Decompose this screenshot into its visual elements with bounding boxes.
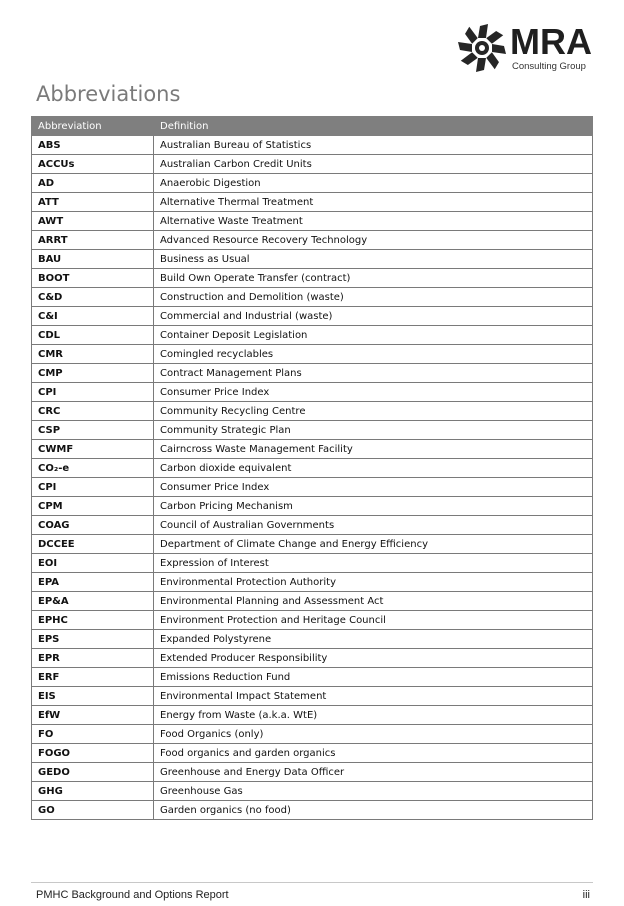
definition-cell: Australian Bureau of Statistics [154, 136, 593, 155]
definition-cell: Food organics and garden organics [154, 744, 593, 763]
table-row [32, 307, 593, 326]
table-row [32, 801, 593, 820]
abbreviation-cell: CPI [32, 478, 154, 497]
abbreviation-cell: CDL [32, 326, 154, 345]
definition-cell: Build Own Operate Transfer (contract) [154, 269, 593, 288]
definition-cell: Council of Australian Governments [154, 516, 593, 535]
abbreviation-cell: CMR [32, 345, 154, 364]
definition-cell: Greenhouse and Energy Data Officer [154, 763, 593, 782]
abbreviation-cell: EP&A [32, 592, 154, 611]
definition-cell: Community Strategic Plan [154, 421, 593, 440]
abbreviation-cell: FO [32, 725, 154, 744]
definition-cell: Alternative Thermal Treatment [154, 193, 593, 212]
table-row [32, 668, 593, 687]
abbreviation-cell: CPM [32, 497, 154, 516]
definition-cell: Expanded Polystyrene [154, 630, 593, 649]
table-row [32, 573, 593, 592]
column-header-abbreviation: Abbreviation [32, 117, 154, 136]
abbreviation-cell: AD [32, 174, 154, 193]
definition-cell: Cairncross Waste Management Facility [154, 440, 593, 459]
abbreviation-cell: GO [32, 801, 154, 820]
abbreviation-cell: CRC [32, 402, 154, 421]
abbreviation-cell: EPA [32, 573, 154, 592]
table-row [32, 649, 593, 668]
definition-cell: Community Recycling Centre [154, 402, 593, 421]
table-row [32, 706, 593, 725]
definition-cell: Contract Management Plans [154, 364, 593, 383]
definition-cell: Greenhouse Gas [154, 782, 593, 801]
table-row [32, 155, 593, 174]
table-row [32, 687, 593, 706]
definition-cell: Business as Usual [154, 250, 593, 269]
abbreviation-cell: CSP [32, 421, 154, 440]
table-row [32, 212, 593, 231]
abbreviation-cell: GHG [32, 782, 154, 801]
table-row [32, 288, 593, 307]
definition-cell: Department of Climate Change and Energy Efficiency [154, 535, 593, 554]
definition-cell: Australian Carbon Credit Units [154, 155, 593, 174]
column-header-definition: Definition [154, 117, 593, 136]
table-row [32, 459, 593, 478]
table-row [32, 383, 593, 402]
table-body [32, 136, 593, 820]
logo-subtitle: Consulting Group [512, 61, 586, 72]
definition-cell: Carbon Pricing Mechanism [154, 497, 593, 516]
table-row [32, 554, 593, 573]
definition-cell: Food Organics (only) [154, 725, 593, 744]
abbreviation-cell: CWMF [32, 440, 154, 459]
abbreviation-cell: CO₂-e [32, 459, 154, 478]
mra-logo-mark-icon [456, 22, 508, 74]
table-row [32, 630, 593, 649]
definition-cell: Construction and Demolition (waste) [154, 288, 593, 307]
abbreviation-cell: CPI [32, 383, 154, 402]
definition-cell: Anaerobic Digestion [154, 174, 593, 193]
definition-cell: Carbon dioxide equivalent [154, 459, 593, 478]
table-row [32, 421, 593, 440]
table-row [32, 364, 593, 383]
table-row [32, 250, 593, 269]
mra-logo [456, 22, 596, 74]
definition-cell: Alternative Waste Treatment [154, 212, 593, 231]
abbreviation-cell: ABS [32, 136, 154, 155]
table-row [32, 725, 593, 744]
table-row [32, 440, 593, 459]
table-row [32, 497, 593, 516]
table-row [32, 478, 593, 497]
table-row [32, 269, 593, 288]
abbreviation-cell: EfW [32, 706, 154, 725]
abbreviation-cell: GEDO [32, 763, 154, 782]
abbreviation-cell: BOOT [32, 269, 154, 288]
definition-cell: Consumer Price Index [154, 383, 593, 402]
abbreviation-cell: ERF [32, 668, 154, 687]
table-row [32, 611, 593, 630]
definition-cell: Extended Producer Responsibility [154, 649, 593, 668]
abbreviation-cell: ARRT [32, 231, 154, 250]
abbreviation-cell: EPHC [32, 611, 154, 630]
abbreviation-cell: EOI [32, 554, 154, 573]
table-row [32, 402, 593, 421]
footer-report-title: PMHC Background and Options Report [36, 889, 229, 901]
definition-cell: Commercial and Industrial (waste) [154, 307, 593, 326]
definition-cell: Consumer Price Index [154, 478, 593, 497]
logo-wordmark: MRA [510, 21, 592, 62]
definition-cell: Expression of Interest [154, 554, 593, 573]
table-row [32, 231, 593, 250]
table-row [32, 326, 593, 345]
table-header-row [32, 117, 593, 136]
abbreviation-cell: C&I [32, 307, 154, 326]
abbreviation-cell: ACCUs [32, 155, 154, 174]
abbreviation-cell: EPS [32, 630, 154, 649]
page-title: Abbreviations [36, 82, 181, 106]
definition-cell: Advanced Resource Recovery Technology [154, 231, 593, 250]
table-row [32, 136, 593, 155]
table-row [32, 345, 593, 364]
table-row [32, 763, 593, 782]
abbreviations-table [31, 116, 593, 820]
abbreviation-cell: ATT [32, 193, 154, 212]
definition-cell: Environmental Impact Statement [154, 687, 593, 706]
footer-page-number: iii [582, 889, 590, 901]
table-row [32, 193, 593, 212]
definition-cell: Environmental Protection Authority [154, 573, 593, 592]
abbreviation-cell: C&D [32, 288, 154, 307]
abbreviation-cell: EPR [32, 649, 154, 668]
abbreviation-cell: CMP [32, 364, 154, 383]
definition-cell: Garden organics (no food) [154, 801, 593, 820]
table-row [32, 592, 593, 611]
definition-cell: Environment Protection and Heritage Council [154, 611, 593, 630]
footer-divider [31, 882, 593, 883]
abbreviation-cell: FOGO [32, 744, 154, 763]
table-row [32, 744, 593, 763]
definition-cell: Energy from Waste (a.k.a. WtE) [154, 706, 593, 725]
abbreviation-cell: AWT [32, 212, 154, 231]
abbreviation-cell: COAG [32, 516, 154, 535]
definition-cell: Emissions Reduction Fund [154, 668, 593, 687]
definition-cell: Comingled recyclables [154, 345, 593, 364]
table-row [32, 516, 593, 535]
table-row [32, 174, 593, 193]
abbreviation-cell: EIS [32, 687, 154, 706]
table-row [32, 535, 593, 554]
definition-cell: Container Deposit Legislation [154, 326, 593, 345]
abbreviation-cell: BAU [32, 250, 154, 269]
abbreviation-cell: DCCEE [32, 535, 154, 554]
table-row [32, 782, 593, 801]
definition-cell: Environmental Planning and Assessment Act [154, 592, 593, 611]
